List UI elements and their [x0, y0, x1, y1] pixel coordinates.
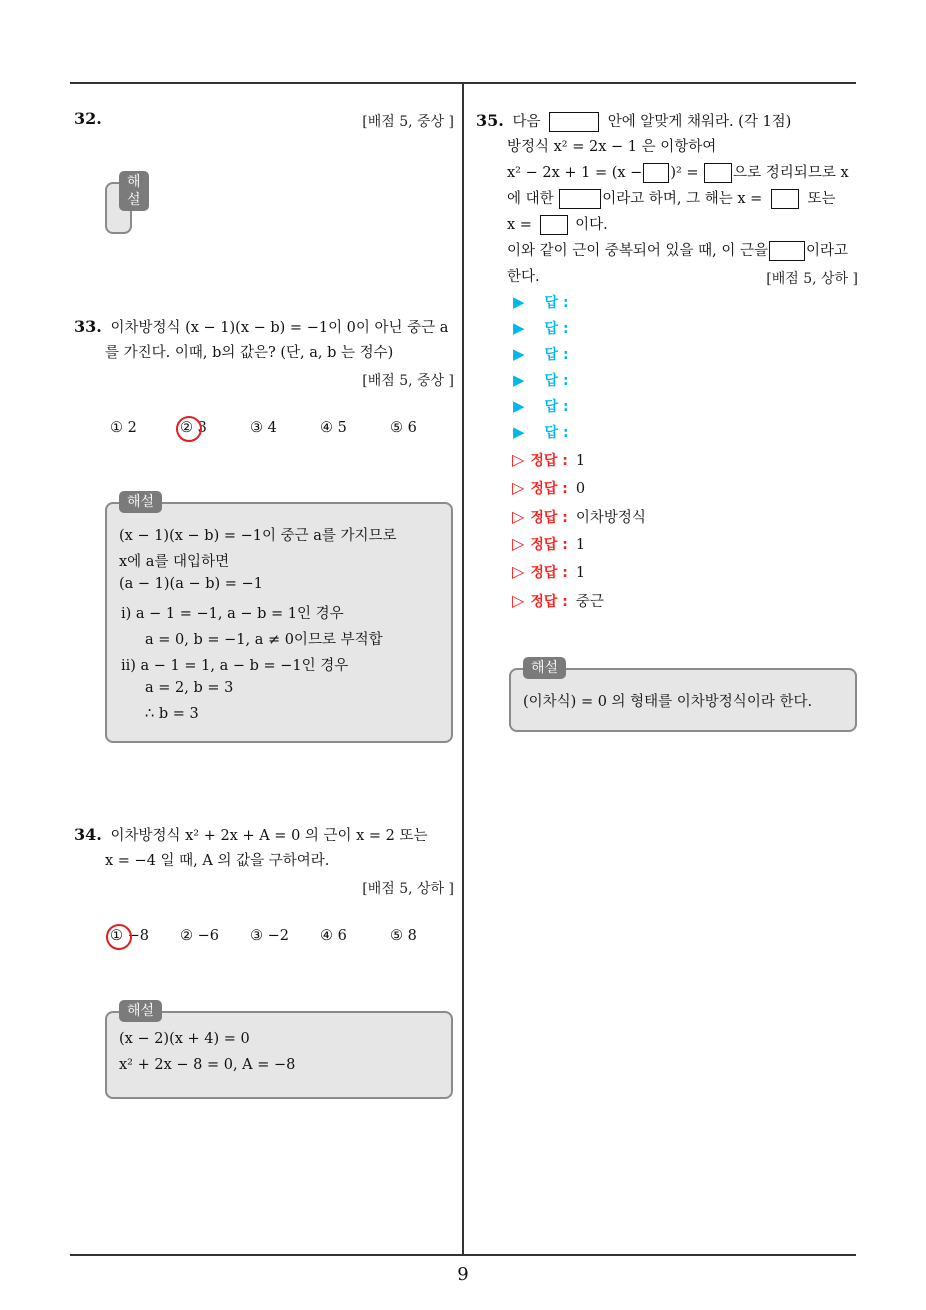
- correct-label: 정답 :: [530, 510, 568, 526]
- question-34: [74, 824, 428, 847]
- question-meta: [배점 5, 중상 ]: [362, 373, 454, 389]
- question-number: 35.: [476, 111, 504, 130]
- outline-triangle-icon: ▷: [512, 591, 525, 610]
- question-text-line: [507, 188, 836, 210]
- explanation-line: ⅱ) a − 1 = 1, a − b = −1인 경우: [121, 658, 349, 674]
- question-text: 이라고 하며, 그 해는 x =: [602, 191, 763, 207]
- answer-row[interactable]: [513, 422, 569, 442]
- correct-answer-row: [512, 506, 646, 527]
- explanation-line: (이차식) = 0 의 형태를 이차방정식이라 한다.: [523, 694, 813, 710]
- answer-label: 답 :: [544, 347, 569, 363]
- correct-answer-row: [512, 590, 604, 611]
- choice-option[interactable]: ④ 6: [320, 928, 347, 944]
- choice-option[interactable]: ③ 4: [250, 420, 277, 436]
- explanation-box: [105, 1003, 453, 1099]
- question-meta: [배점 5, 중상 ]: [362, 114, 454, 130]
- explanation-tag: 해설: [119, 491, 162, 513]
- question-text-line: 한다.: [507, 269, 540, 285]
- question-text: x² − 2x + 1 = (x −: [507, 165, 643, 181]
- explanation-line: (x − 2)(x + 4) = 0: [119, 1031, 250, 1047]
- question-text-line: 방정식 x² = 2x − 1 은 이항하여: [507, 139, 717, 155]
- question-text: 또는: [807, 191, 836, 207]
- answer-row[interactable]: [513, 344, 569, 364]
- correct-answer-value: 0: [575, 481, 586, 497]
- choice-option[interactable]: ⑤ 6: [390, 420, 417, 436]
- question-text: x =: [507, 217, 532, 233]
- explanation-line: (x − 1)(x − b) = −1이 중근 a를 가지므로: [119, 528, 397, 544]
- correct-answer-value: 1: [575, 537, 586, 553]
- correct-label: 정답 :: [530, 594, 568, 610]
- question-35: [476, 110, 791, 133]
- play-triangle-icon: ▶: [513, 293, 525, 311]
- question-meta: [배점 5, 상하 ]: [766, 271, 858, 287]
- explanation-line: ⅰ) a − 1 = −1, a − b = 1인 경우: [121, 606, 344, 622]
- correct-answer-value: 1: [575, 453, 586, 469]
- play-triangle-icon: ▶: [513, 371, 525, 389]
- blank-box: [769, 241, 805, 261]
- question-number: 32.: [74, 109, 102, 128]
- blank-box: [643, 163, 669, 183]
- question-text: 에 대한: [507, 191, 554, 207]
- blank-box: [704, 163, 732, 183]
- answer-row[interactable]: [513, 370, 569, 390]
- play-triangle-icon: ▶: [513, 345, 525, 363]
- play-triangle-icon: ▶: [513, 397, 525, 415]
- outline-triangle-icon: ▷: [512, 507, 525, 526]
- explanation-tag: 해설: [119, 1000, 162, 1022]
- question-text: 이다.: [575, 217, 608, 233]
- bottom-rule: [70, 1254, 856, 1256]
- explanation-tag: 해설: [119, 171, 149, 211]
- question-number: 34.: [74, 825, 102, 844]
- selected-answer-circle: [176, 416, 202, 442]
- correct-answer-value: 1: [575, 565, 586, 581]
- explanation-box: [105, 174, 141, 234]
- correct-answer-row: [512, 450, 585, 470]
- page-number: 9: [457, 1264, 469, 1285]
- outline-triangle-icon: ▷: [512, 562, 525, 581]
- answer-label: 답 :: [544, 295, 569, 311]
- choice-option[interactable]: ② −6: [180, 928, 219, 944]
- explanation-box: [509, 660, 857, 732]
- question-text: 다음: [512, 114, 541, 130]
- correct-answer-row: [512, 562, 585, 582]
- explanation-tag: 해설: [523, 657, 566, 679]
- correct-label: 정답 :: [530, 565, 568, 581]
- question-number: 33.: [74, 317, 102, 336]
- blank-box: [549, 112, 599, 132]
- explanation-line: (a − 1)(a − b) = −1: [119, 576, 263, 592]
- explanation-line: a = 2, b = 3: [145, 680, 234, 696]
- question-text: 이라고: [805, 243, 849, 259]
- question-text: 안에 알맞게 채워라. (각 1점): [607, 114, 792, 130]
- blank-box: [559, 189, 601, 209]
- answer-label: 답 :: [544, 399, 569, 415]
- selected-answer-circle: [106, 924, 132, 950]
- question-text: 으로 정리되므로 x: [733, 165, 849, 181]
- left-column: [74, 0, 454, 1250]
- choice-option[interactable]: ② 3: [180, 420, 207, 436]
- question-33: [74, 316, 448, 339]
- answer-row[interactable]: [513, 396, 569, 416]
- right-column: [476, 0, 858, 1250]
- question-text-line: [507, 162, 849, 184]
- choice-option[interactable]: ④ 5: [320, 420, 347, 436]
- answer-label: 답 :: [544, 373, 569, 389]
- choice-option[interactable]: ③ −2: [250, 928, 289, 944]
- question-meta: [배점 5, 상하 ]: [362, 881, 454, 897]
- question-text-line: [507, 214, 608, 236]
- outline-triangle-icon: ▷: [512, 450, 525, 469]
- question-text: 이와 같이 근이 중복되어 있을 때, 이 근을: [507, 243, 768, 259]
- correct-label: 정답 :: [530, 453, 568, 469]
- column-divider: [462, 83, 464, 1255]
- question-32: [74, 108, 106, 131]
- answer-label: 답 :: [544, 425, 569, 441]
- correct-answer-value: 이차방정식: [575, 510, 646, 526]
- explanation-line: ∴ b = 3: [145, 706, 199, 722]
- correct-answer-row: [512, 534, 585, 554]
- play-triangle-icon: ▶: [513, 423, 525, 441]
- question-text-line: [507, 240, 848, 262]
- choice-option[interactable]: ① −8: [110, 928, 149, 944]
- question-text: 이차방정식 x² + 2x + A = 0 의 근이 x = 2 또는: [110, 828, 428, 844]
- correct-answer-row: [512, 478, 585, 498]
- answer-row[interactable]: [513, 318, 569, 338]
- correct-label: 정답 :: [530, 537, 568, 553]
- explanation-line: a = 0, b = −1, a ≠ 0이므로 부적합: [145, 632, 383, 648]
- question-text: 이차방정식 (x − 1)(x − b) = −1이 0이 아닌 중근 a: [110, 320, 449, 336]
- blank-box: [540, 215, 568, 235]
- play-triangle-icon: ▶: [513, 319, 525, 337]
- explanation-box: [105, 494, 453, 743]
- question-text-line2: x = −4 일 때, A 의 값을 구하여라.: [105, 853, 330, 869]
- blank-box: [771, 189, 799, 209]
- explanation-line: x² + 2x − 8 = 0, A = −8: [119, 1057, 296, 1073]
- answer-label: 답 :: [544, 321, 569, 337]
- answer-row[interactable]: [513, 292, 569, 312]
- question-text-line2: 를 가진다. 이때, b의 값은? (단, a, b 는 정수): [105, 345, 394, 361]
- correct-answer-value: 중근: [575, 594, 604, 610]
- choice-option[interactable]: ⑤ 8: [390, 928, 417, 944]
- correct-label: 정답 :: [530, 481, 568, 497]
- explanation-line: x에 a를 대입하면: [119, 554, 230, 570]
- question-text: )² =: [670, 165, 699, 181]
- outline-triangle-icon: ▷: [512, 534, 525, 553]
- choice-option[interactable]: ① 2: [110, 420, 137, 436]
- outline-triangle-icon: ▷: [512, 478, 525, 497]
